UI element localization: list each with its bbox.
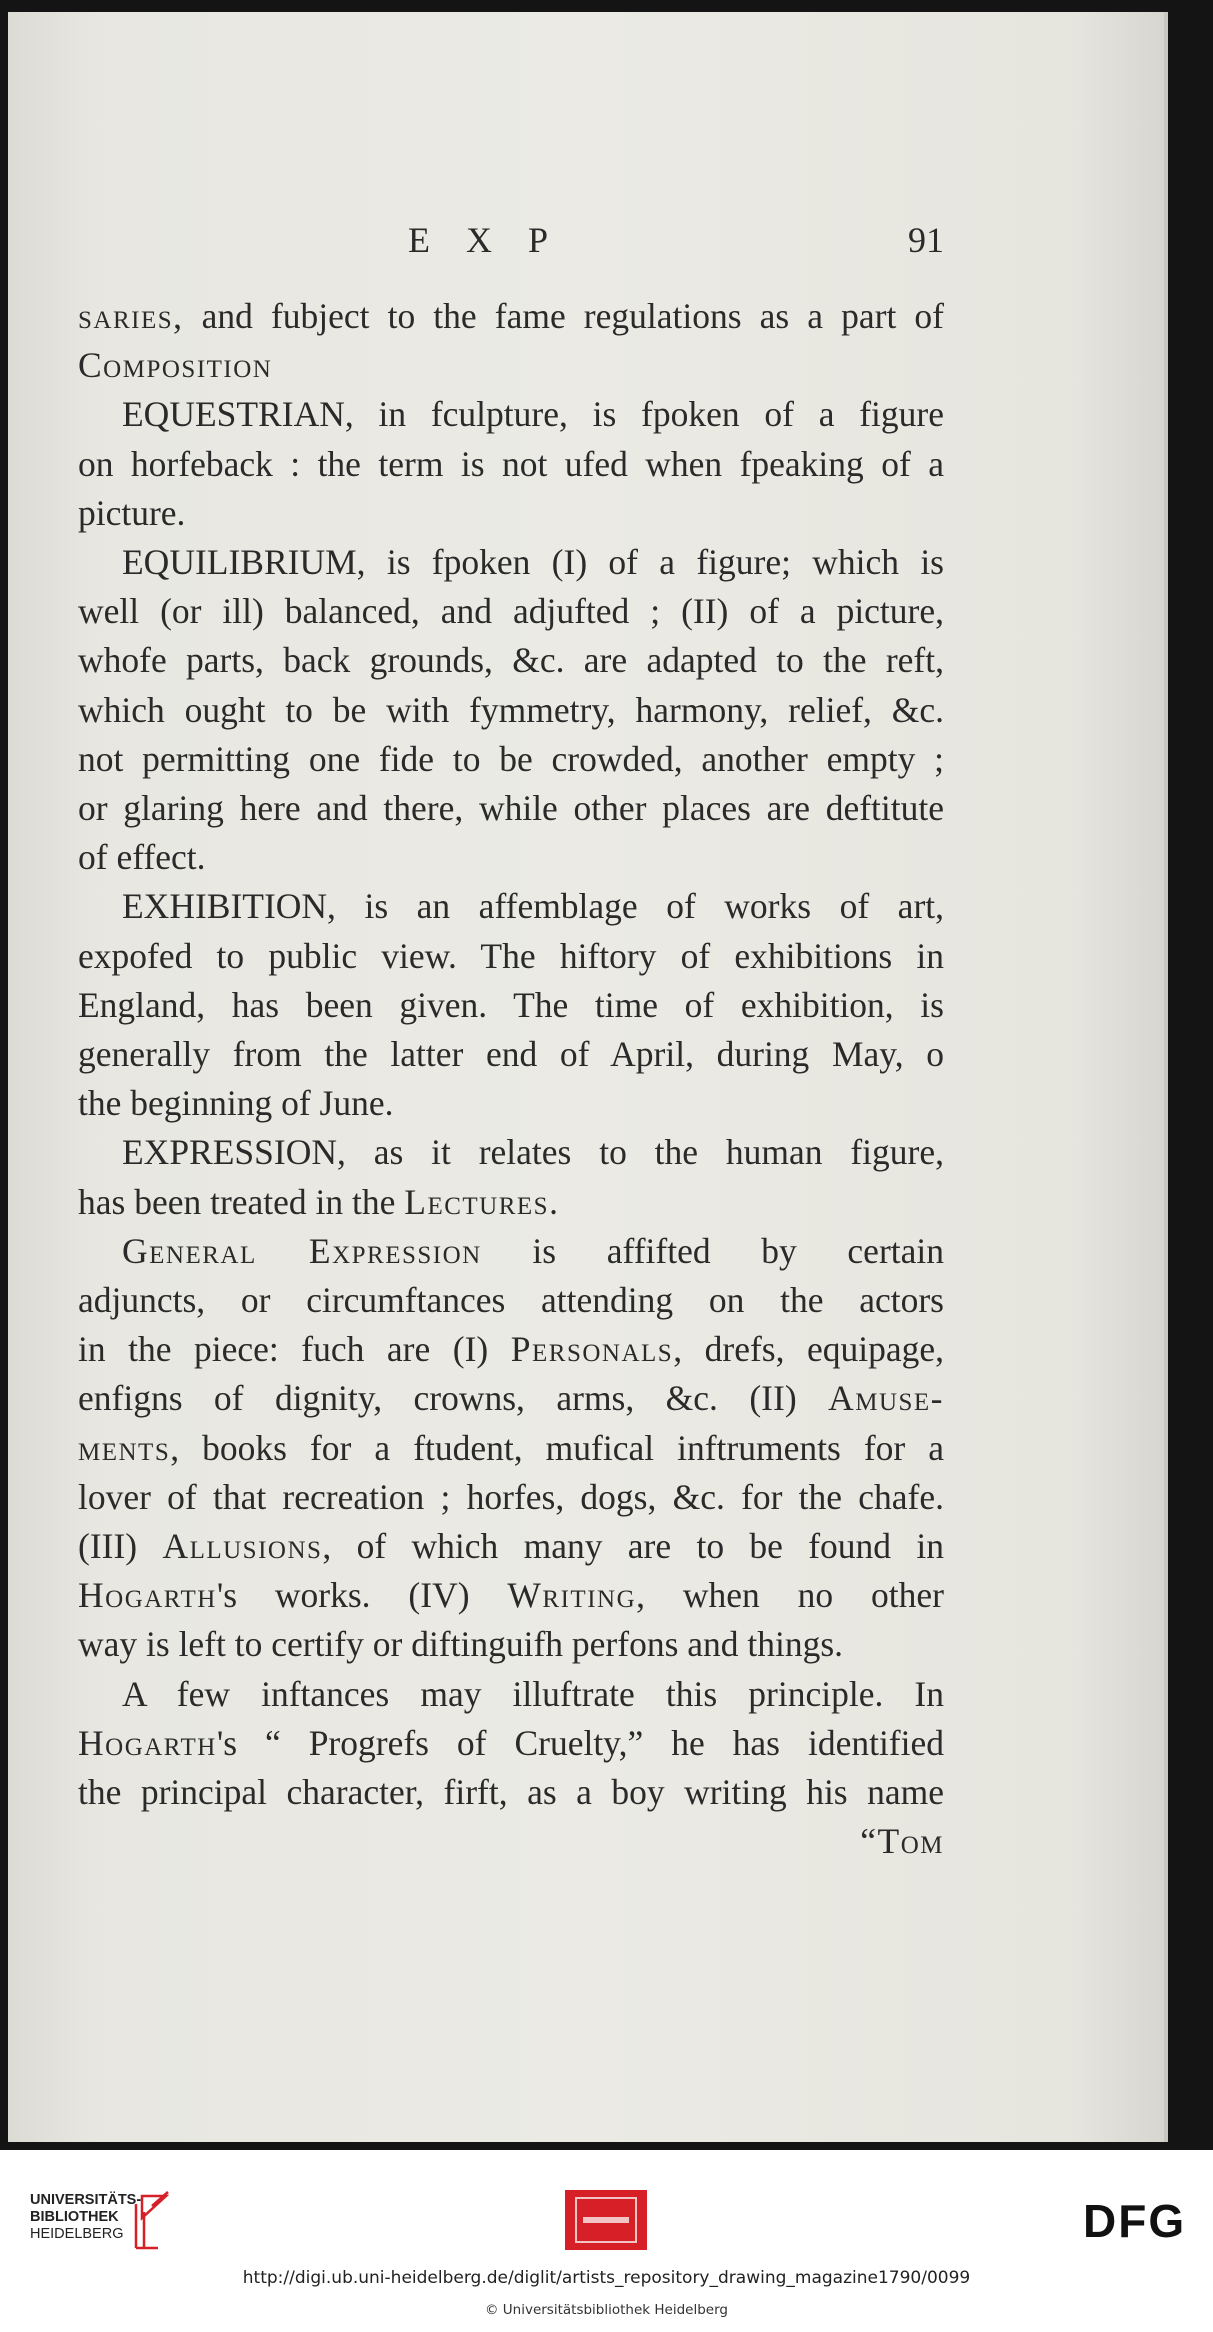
- text-line: England, has been given. The time of exhibition, is: [78, 984, 944, 1025]
- dfg-logo[interactable]: DFG: [1083, 2195, 1187, 2247]
- text-line: has been treated in the Lectures.: [78, 1181, 558, 1222]
- text-line: or glaring here and there, while other places are deftitute: [78, 788, 944, 829]
- catchword: “Tom: [860, 1821, 944, 1862]
- text-line: way is left to certify or diftinguifh perfons and things.: [78, 1624, 844, 1665]
- text-line: EQUESTRIAN, in fculpture, is fpoken of a figure: [122, 394, 944, 435]
- paragraph-instances: [78, 1670, 944, 1818]
- running-head-title: EXP: [408, 220, 585, 260]
- ub-mark-icon: [122, 2190, 174, 2252]
- page-number: 91: [908, 220, 944, 260]
- page-body: [78, 292, 944, 1867]
- ub-heidelberg-logo[interactable]: [30, 2190, 170, 2250]
- text-line: the principal character, firft, as a boy writing his name: [78, 1772, 944, 1813]
- ub-logo-line: UNIVERSITÄTS-: [30, 2192, 142, 2208]
- text-line: expofed to public view. The hiftory of exhibitions in: [78, 935, 944, 976]
- text-line: generally from the latter end of April, during May, o: [78, 1034, 944, 1075]
- logo-inner-icon: [575, 2197, 637, 2243]
- text-line: which ought to be with fymmetry, harmony, relief, &c.: [78, 689, 944, 730]
- text-line: EXPRESSION, as it relates to the human figure,: [122, 1132, 944, 1173]
- text-line: saries, and fubject to the fame regulations as a part of: [78, 296, 944, 336]
- permalink-url[interactable]: http://digi.ub.uni-heidelberg.de/diglit/artists_repository_drawing_magazine1790/0099: [242, 2268, 971, 2288]
- digitization-logo[interactable]: [565, 2190, 647, 2250]
- text-line: the beginning of June.: [78, 1083, 394, 1124]
- text-line: ments, books for a ftudent, mufical inftruments for a: [78, 1427, 944, 1468]
- text-line: enfigns of dignity, crowns, arms, &c. (II) Amuse-: [78, 1378, 944, 1419]
- text-line: Hogarth's works. (IV) Writing, when no other: [78, 1575, 944, 1616]
- text-line: Hogarth's “ Progrefs of Cruelty,” he has identified: [78, 1722, 944, 1763]
- running-head: [408, 219, 944, 269]
- text-line: Composition: [78, 345, 273, 386]
- text-line: (III) Allusions, of which many are to be found in: [78, 1526, 944, 1567]
- text-line: of effect.: [78, 837, 206, 878]
- text-line: not permitting one fide to be crowded, another empty ;: [78, 738, 944, 779]
- paragraph-equilibrium: [78, 538, 944, 882]
- text-line: EQUILIBRIUM, is fpoken (I) of a figure; which is: [122, 542, 944, 583]
- ub-logo-line: HEIDELBERG: [30, 2226, 124, 2242]
- text-line: well (or ill) balanced, and adjufted ; (II) of a picture,: [78, 591, 944, 632]
- paragraph-general-expression: [78, 1227, 944, 1670]
- paragraph-equestrian: [78, 390, 944, 538]
- text-line: A few inftances may illuftrate this principle. In: [122, 1673, 944, 1714]
- text-line: picture.: [78, 492, 186, 533]
- paragraph-saries: [78, 292, 944, 390]
- text-line: EXHIBITION, is an affemblage of works of art,: [122, 886, 944, 927]
- text-line: in the piece: fuch are (I) Personals, drefs, equipage,: [78, 1329, 944, 1370]
- text-line: adjuncts, or circumftances attending on the actors: [78, 1280, 944, 1321]
- paragraph-expression: [78, 1128, 944, 1226]
- book-page: [8, 12, 1168, 2142]
- text-line: General Expression is affifted by certain: [122, 1230, 944, 1271]
- text-line: whofe parts, back grounds, &c. are adapted to the reft,: [78, 640, 944, 681]
- text-line: on horfeback : the term is not ufed when fpeaking of a: [78, 443, 944, 484]
- ub-logo-line: BIBLIOTHEK: [30, 2209, 119, 2225]
- copyright-notice: © Universitätsbibliothek Heidelberg: [484, 2302, 728, 2318]
- viewer-footer: [0, 2150, 1213, 2332]
- text-line: lover of that recreation ; horfes, dogs, &c. for the chafe.: [78, 1476, 944, 1517]
- paragraph-exhibition: [78, 882, 944, 1128]
